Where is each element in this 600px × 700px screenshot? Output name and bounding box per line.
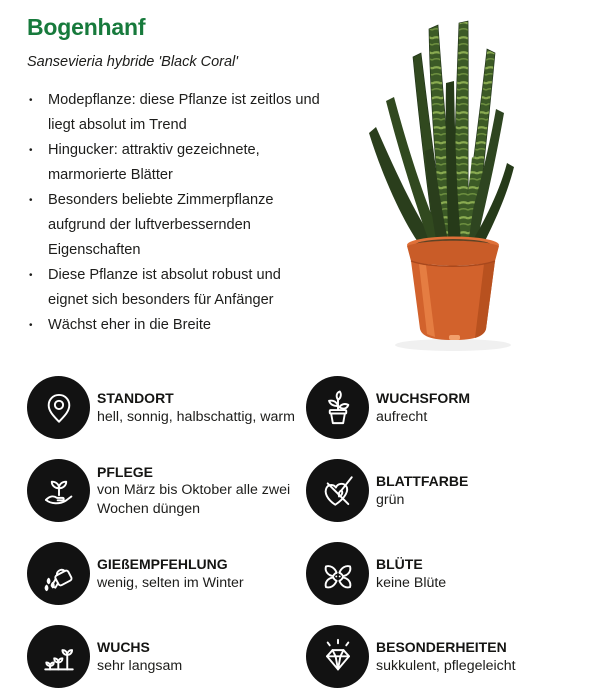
flower-icon (306, 542, 369, 605)
feature-besonderheiten (306, 615, 593, 698)
bullet-item (27, 313, 323, 338)
hand-sprout-icon (27, 459, 90, 522)
feature-label: WUCHSFORM (376, 390, 471, 406)
bullet-item (27, 188, 323, 263)
bullet-item (27, 88, 323, 138)
bullet-text: Wächst eher in die Breite (48, 317, 212, 333)
feature-value: keine Blüte (376, 574, 447, 591)
feature-label: BESONDERHEITEN (376, 639, 507, 655)
watering-can-icon (27, 542, 90, 605)
bullet-dot: • (29, 145, 33, 156)
bullet-item (27, 263, 323, 313)
feature-label: PFLEGE (97, 463, 154, 480)
potted-plant-icon (306, 376, 369, 439)
description-bullet-list (27, 88, 323, 338)
bullet-dot: • (29, 270, 33, 281)
pot (407, 237, 499, 341)
feature-value: aufrecht (376, 408, 428, 425)
leaf-paintbrush-icon (306, 459, 369, 522)
feature-wuchsform (306, 366, 593, 449)
plant-photo (333, 5, 575, 360)
feature-bluete (306, 532, 593, 615)
bullet-dot: • (29, 95, 33, 106)
feature-label: STANDORT (97, 390, 174, 406)
bullet-dot: • (29, 195, 33, 206)
feature-label: WUCHS (97, 639, 150, 655)
feature-standort (27, 366, 306, 449)
map-pin-icon (27, 376, 90, 439)
feature-value: sehr langsam (97, 657, 183, 674)
feature-label: BLÜTE (376, 556, 423, 572)
feature-value: grün (376, 491, 405, 508)
botanical-name: Sansevieria hybride 'Black Coral' (27, 54, 239, 70)
bullet-text: Besonders beliebte Zimmerpflanze aufgrund der luftverbessernden Eigenschaften (48, 192, 274, 258)
feature-blattfarbe (306, 449, 593, 532)
attributes-grid (27, 366, 593, 698)
feature-wuchs (27, 615, 306, 698)
bullet-dot: • (29, 320, 33, 331)
feature-giessempfehlung (27, 532, 306, 615)
bullet-text: Modepflanze: diese Pflanze ist zeitlos und liegt absolut im Trend (48, 92, 320, 133)
bullet-text: Hingucker: attraktiv gezeichnete, marmorierte Blätter (48, 142, 260, 183)
sansevieria-illustration (333, 5, 575, 360)
feature-label: BLATTFARBE (376, 473, 469, 489)
page-title: Bogenhanf (27, 14, 146, 40)
sprout-growth-icon (27, 625, 90, 688)
feature-pflege (27, 449, 306, 532)
feature-label: GIEßEMPFEHLUNG (97, 556, 228, 572)
header (27, 14, 327, 70)
bullet-item (27, 138, 323, 188)
feature-value: sukkulent, pflegeleicht (376, 657, 516, 674)
bullet-text: Diese Pflanze ist absolut robust und eignet sich besonders für Anfänger (48, 267, 281, 308)
feature-value: wenig, selten im Winter (97, 574, 244, 591)
diamond-icon (306, 625, 369, 688)
feature-value: von März bis Oktober alle zwei Wochen düngen (97, 482, 291, 517)
feature-value: hell, sonnig, halbschattig, warm (97, 408, 295, 425)
